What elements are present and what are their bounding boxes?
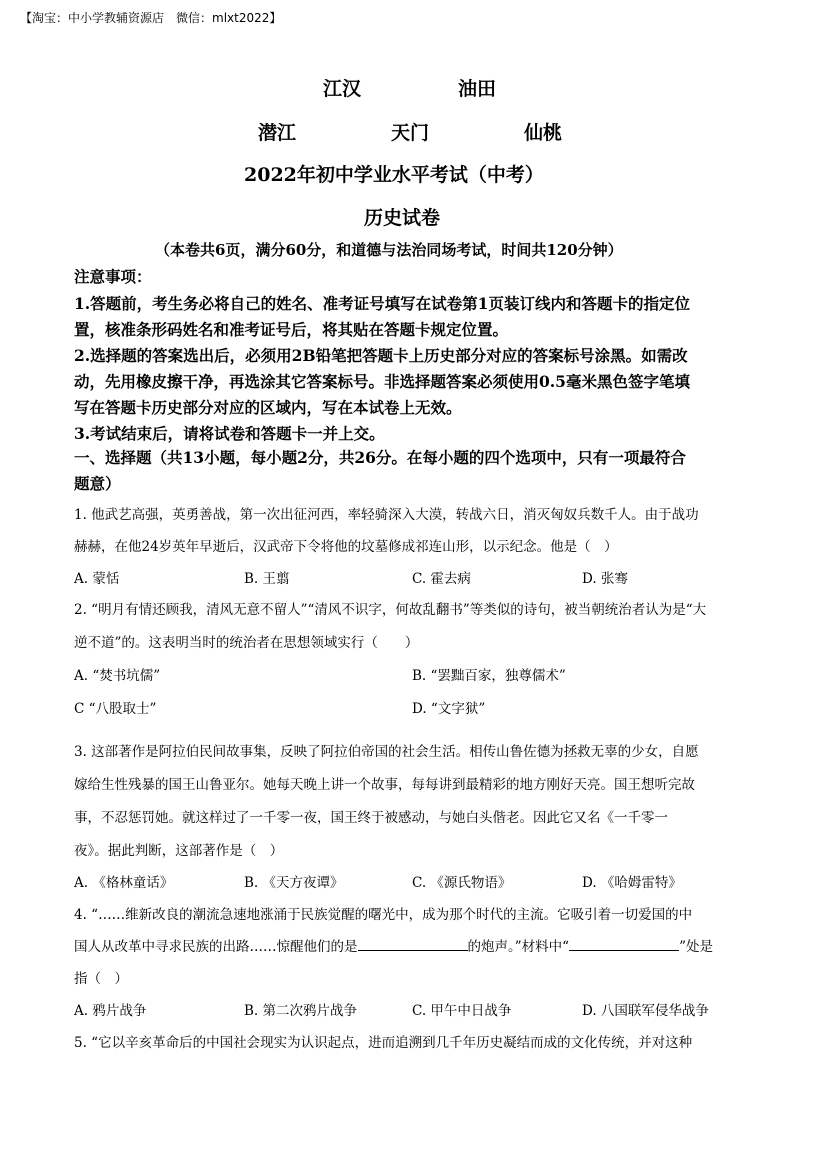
q4-option-c: C. 甲午中日战争 <box>412 1003 512 1019</box>
notice-line: 2.选择题的答案选出后，必须用2B铅笔把答题卡上历史部分对应的答案标号涂黑。如需改 <box>74 346 688 365</box>
q2-option-b: B. “罢黜百家，独尊儒术” <box>412 668 566 684</box>
notice-line: 动，先用橡皮擦干净，再选涂其它答案标号。非选择题答案必须使用0.5毫米黑色签字笔填 <box>74 372 690 391</box>
notice-line: 写在答题卡历史部分对应的区域内，写在本试卷上无效。 <box>74 398 462 417</box>
q4-option-a: A. 鸦片战争 <box>74 1003 147 1019</box>
question-2-text: 逆不道”的。这表明当时的统治者在思想领域实行（ ） <box>74 635 419 651</box>
q3-option-c: C. 《源氏物语》 <box>412 875 512 891</box>
question-4-text <box>74 935 713 955</box>
q1-option-a: A. 蒙恬 <box>74 571 120 587</box>
question-5-text: 5. “它以辛亥革命后的中国社会现实为认识起点，进而追溯到几千年历史凝结而成的文化传统，并对这种 <box>74 1035 693 1051</box>
notice-heading: 注意事项： <box>74 267 152 286</box>
city-tianmen: 天门 <box>391 122 430 144</box>
q2-option-a: A. “焚书坑儒” <box>74 668 161 684</box>
question-3-text: 事，不忍惩罚她。就这样过了一千零一夜，国王终于被感动，与她白头偕老。因此它又名《一千零一 <box>74 810 668 826</box>
q3-option-d: D. 《哈姆雷特》 <box>582 875 682 891</box>
question-2-text: 2. “明月有情还顾我，清风无意不留人”“清风不识字，何故乱翻书”等类似的诗句，被当朝统治者认为是“大 <box>74 602 707 618</box>
answer-blank <box>358 936 468 951</box>
q3-option-a: A. 《格林童话》 <box>74 875 174 891</box>
q4-text-part: 的炮声。”材料中“ <box>467 939 570 955</box>
notice-line: 置，核准条形码姓名和准考证号后，将其贴在答题卡规定位置。 <box>74 320 509 339</box>
header-note: 【淘宝：中小学教辅资源店 微信：mlxt2022】 <box>20 11 282 25</box>
q1-option-c: C. 霍去病 <box>412 571 471 587</box>
q3-option-b: B. 《天方夜谭》 <box>244 875 344 891</box>
question-1-text: 1. 他武艺高强，英勇善战，第一次出征河西，率轻骑深入大漠，转战六日，消灭匈奴兵数千人。由于战功 <box>74 507 699 523</box>
q1-option-d: D. 张骞 <box>582 571 628 587</box>
section-heading-cont: 题意） <box>74 474 121 493</box>
subject-title: 历史试卷 <box>364 207 441 229</box>
q4-option-d: D. 八国联军侵华战争 <box>582 1003 709 1019</box>
exam-info: （本卷共6页，满分60分，和道德与法治同场考试，时间共120分钟） <box>155 241 623 259</box>
q1-option-b: B. 王翦 <box>244 571 290 587</box>
q2-option-d: D. “文字狱” <box>412 701 486 717</box>
question-3-text: 3. 这部著作是阿拉伯民间故事集，反映了阿拉伯帝国的社会生活。相传山鲁佐德为拯救无辜的少女，自愿 <box>74 744 699 760</box>
city-youtian: 油田 <box>458 78 497 100</box>
question-3-text: 嫁给生性残暴的国王山鲁亚尔。她每天晚上讲一个故事，每每讲到最精彩的地方刚好天亮。国王想听完故 <box>74 777 695 793</box>
notice-line: 3.考试结束后，请将试卷和答题卡一并上交。 <box>74 424 385 443</box>
city-xiantao: 仙桃 <box>524 122 563 144</box>
q2-option-c: C “八股取士” <box>74 701 157 717</box>
q4-text-part: ”处是 <box>679 939 713 955</box>
notice-line: 1.答题前，考生务必将自己的姓名、准考证号填写在试卷第1页装订线内和答题卡的指定位 <box>74 294 690 313</box>
question-1-text: 赫赫，在他24岁英年早逝后，汉武帝下令将他的坟墓修成祁连山形，以示纪念。他是（ ） <box>74 539 618 555</box>
question-4-text: 4. “……维新改良的潮流急速地涨涌于民族觉醒的曙光中，成为那个时代的主流。它吸引着一切爱国的中 <box>74 907 693 923</box>
city-qianjiang: 潜江 <box>258 122 297 144</box>
answer-blank <box>569 936 679 951</box>
q4-option-b: B. 第二次鸦片战争 <box>244 1003 358 1019</box>
exam-title: 2022年初中学业水平考试（中考） <box>244 164 544 186</box>
q4-text-part: 国人从改革中寻求民族的出路……惊醒他们的是 <box>74 939 358 955</box>
city-jianghan: 江汉 <box>323 78 362 100</box>
question-3-text: 夜》。据此判断，这部著作是（ ） <box>74 843 284 859</box>
question-4-text: 指（ ） <box>74 971 128 987</box>
section-heading: 一、选择题（共13小题，每小题2分，共26分。在每小题的四个选项中，只有一项最符合 <box>74 448 686 467</box>
